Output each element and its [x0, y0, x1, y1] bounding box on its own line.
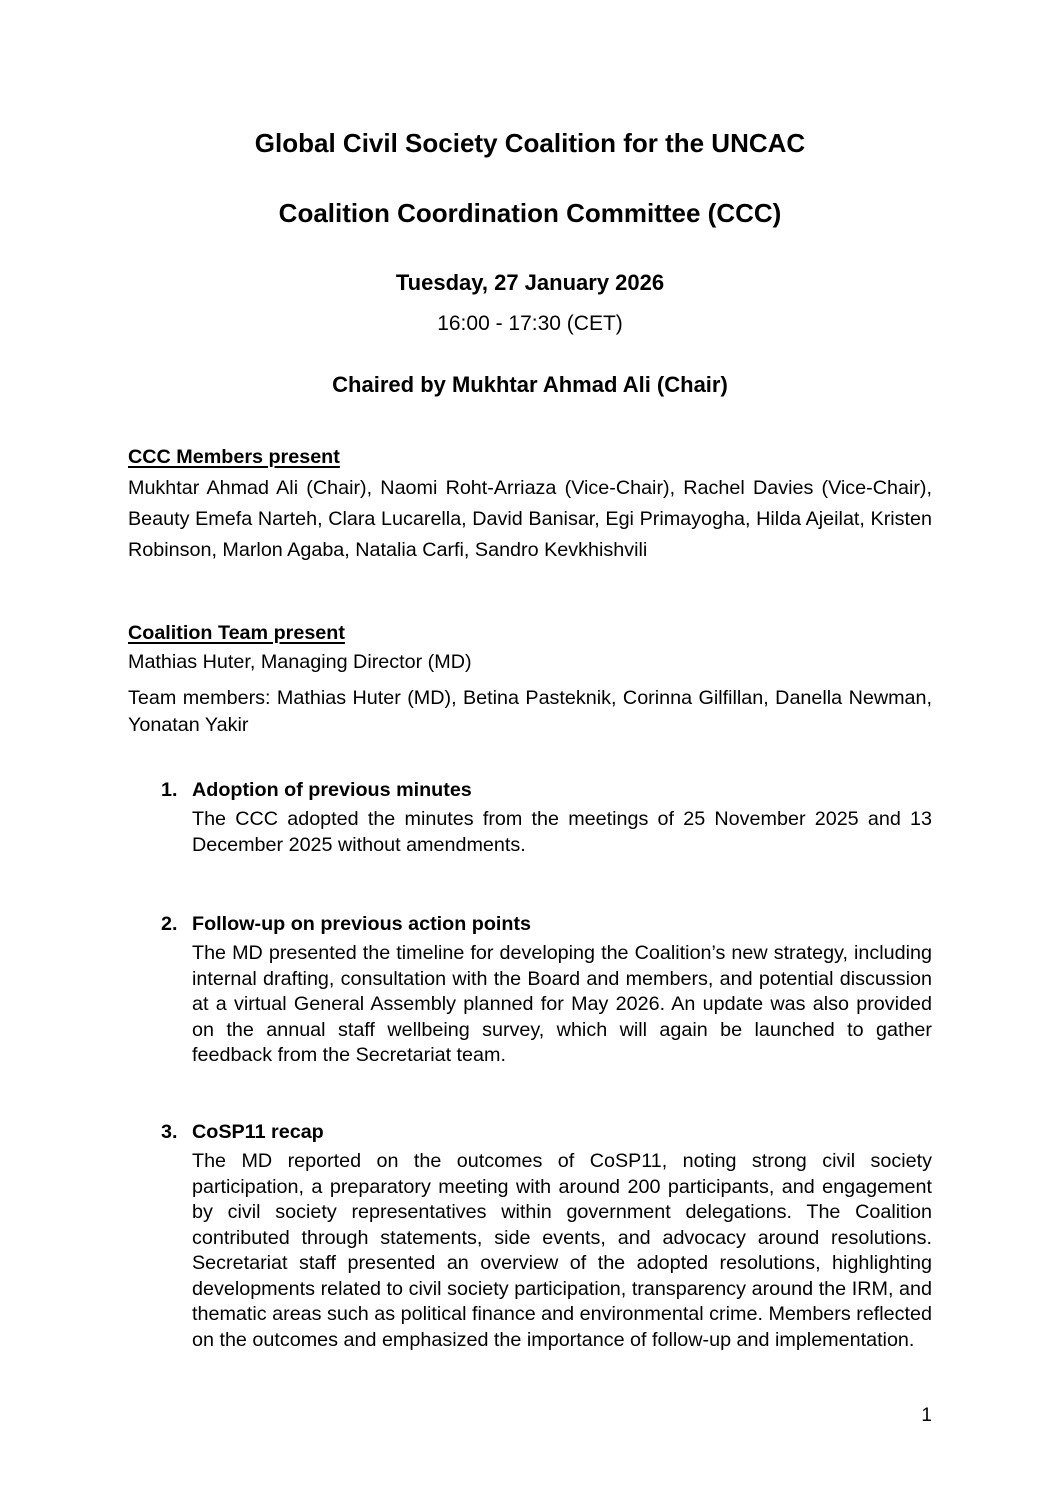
agenda-item-3 — [128, 1119, 932, 1353]
meeting-date: Tuesday, 27 January 2026 — [395, 270, 665, 295]
agenda-item-1 — [128, 777, 932, 858]
team-present-heading: Coalition Team present — [128, 622, 345, 644]
meeting-chair-line: Chaired by Mukhtar Ahmad Ali (Chair) — [332, 372, 728, 397]
team-members-line: Team members: Mathias Huter (MD), Betina Pasteknik, Corinna Gilfillan, Danella Newman, Yonatan Yakir — [128, 687, 932, 736]
document-subtitle: Coalition Coordination Committee (CCC) — [278, 198, 782, 228]
agenda-item-2 — [128, 911, 932, 1069]
meeting-time: 16:00 - 17:30 (CET) — [437, 312, 623, 335]
agenda-item-number: 3. — [161, 1121, 178, 1143]
agenda-item-body: The CCC adopted the minutes from the meetings of 25 November 2025 and 13 December 2025 without amendments. — [192, 808, 932, 856]
team-director-line: Mathias Huter, Managing Director (MD) — [128, 651, 472, 673]
agenda-item-body: The MD presented the timeline for developing the Coalition’s new strategy, including internal drafting, consultation with the Board and members, and potential discussion at a virtual General Assembly planned for May 2026. An update was also provided on the annual staff wellbeing survey, which will again be launched to gather feedback from the Secretariat team. — [192, 942, 932, 1066]
agenda-item-title: Adoption of previous minutes — [192, 779, 472, 801]
page-number: 1 — [921, 1405, 932, 1426]
agenda-item-title: Follow-up on previous action points — [192, 913, 532, 935]
agenda-item-number: 2. — [161, 913, 178, 935]
agenda-item-title: CoSP11 recap — [192, 1121, 324, 1143]
members-present-heading: CCC Members present — [128, 446, 340, 468]
document-title: Global Civil Society Coalition for the UNCAC — [254, 128, 806, 158]
agenda-item-body: The MD reported on the outcomes of CoSP11, noting strong civil society participation, a preparatory meeting with around 200 participants, and engagement by civil society representatives within government delegations. The Coalition contributed through statements, side events, and advocacy around resolutions. Secretariat staff presented an overview of the adopted resolutions, highlighting developments related to civil society participation, transparency around the IRM, and thematic areas such as political finance and environmental crime. Members reflected on the outcomes and emphasized the importance of follow-up and implementation. — [192, 1150, 932, 1351]
agenda-item-number: 1. — [161, 779, 178, 801]
members-present-list: Mukhtar Ahmad Ali (Chair), Naomi Roht-Arriaza (Vice-Chair), Rachel Davies (Vice-Chair), Beauty Emefa Narteh, Clara Lucarella, David Banisar, Egi Primayogha, Hilda Ajeilat, Kristen Robinson, Marlon Agaba, Natalia Carfi, Sandro Kevkhishvili — [128, 477, 932, 561]
